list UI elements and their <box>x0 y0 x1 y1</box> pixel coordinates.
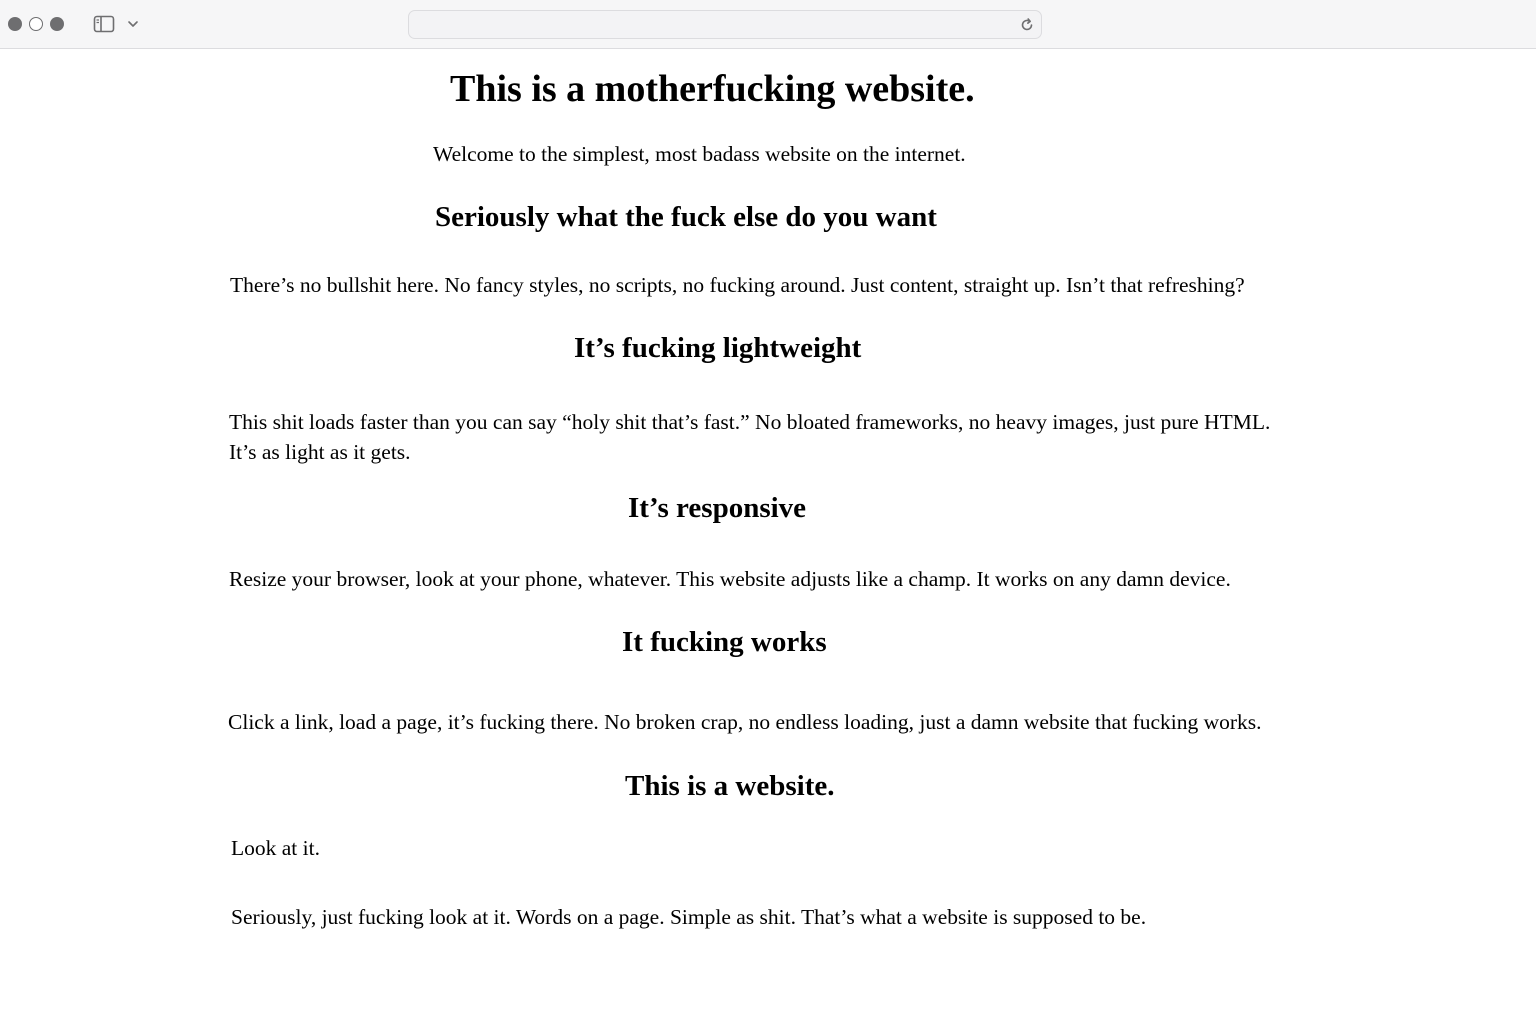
reload-icon <box>1018 16 1036 34</box>
section-paragraph: Click a link, load a page, it’s fucking there. No broken crap, no endless loading, just a damn website that fucking works. <box>228 710 1262 734</box>
section-heading: Seriously what the fuck else do you want <box>435 201 937 233</box>
section-heading: It’s responsive <box>628 492 807 524</box>
address-input[interactable] <box>419 15 1009 35</box>
reload-button[interactable] <box>1018 16 1036 34</box>
window-close-button[interactable] <box>8 17 22 31</box>
sidebar-toggle-button[interactable] <box>92 13 116 35</box>
chevron-down-icon <box>125 16 141 32</box>
browser-toolbar <box>0 0 1536 49</box>
section-paragraph: Resize your browser, look at your phone, whatever. This website adjusts like a champ. It works on any damn device. <box>229 567 1231 591</box>
tab-group-dropdown-button[interactable] <box>125 16 141 32</box>
section-paragraph: This shit loads faster than you can say “holy shit that’s fast.” No bloated frameworks, no heavy images, just pure HTML. <box>229 410 1271 434</box>
intro-paragraph: Welcome to the simplest, most badass website on the internet. <box>433 142 966 166</box>
section-paragraph: It’s as light as it gets. <box>229 440 411 464</box>
section-paragraph: There’s no bullshit here. No fancy styles, no scripts, no fucking around. Just content, straight up. Isn’t that refreshing? <box>230 273 1245 297</box>
section-paragraph: Seriously, just fucking look at it. Words on a page. Simple as shit. That’s what a website is supposed to be. <box>231 905 1147 929</box>
section-heading: This is a website. <box>625 770 835 802</box>
page-title: This is a motherfucking website. <box>450 68 975 110</box>
address-bar[interactable] <box>408 10 1042 39</box>
page-content <box>0 49 1536 1024</box>
sidebar-icon <box>92 13 116 35</box>
section-heading: It fucking works <box>622 626 827 658</box>
window-zoom-button[interactable] <box>50 17 64 31</box>
section-paragraph: Look at it. <box>231 836 320 860</box>
window-minimize-button[interactable] <box>29 17 43 31</box>
section-heading: It’s fucking lightweight <box>574 332 862 364</box>
